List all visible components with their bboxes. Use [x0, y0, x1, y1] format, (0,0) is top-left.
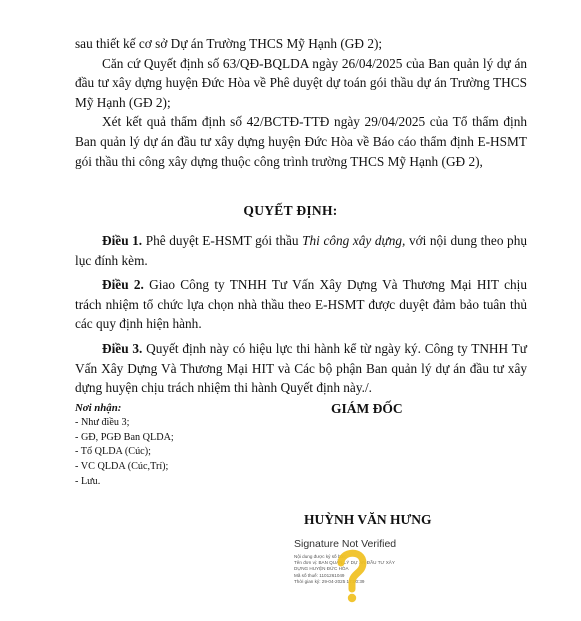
signature-line: Nội dung được ký số bởi: — [294, 554, 346, 559]
article-3 — [75, 339, 527, 398]
opening-section — [75, 34, 527, 171]
signature-line: Mã số thuế: 1101261049 — [294, 572, 345, 578]
decision-title: QUYẾT ĐỊNH: — [243, 203, 338, 218]
recipients-heading: Nơi nhận: — [75, 402, 122, 414]
recipient-item: - VC QLDA (Cúc,Trí); — [75, 461, 169, 473]
article-1-text-before: Phê duyệt E-HSMT gói thầu — [145, 233, 299, 248]
basis-decision-paragraph: Căn cứ Quyết định số 63/QĐ-BQLDA ngày 26/04/2025 của Ban quản lý dự án đầu tư xây dựng huyện Đức Hòa về Phê duyệt dự toán gói thầu dự án Trường THCS Mỹ Hạnh (GĐ 2); — [75, 55, 527, 110]
article-3-label: Điều 3. — [102, 340, 143, 356]
question-mark-icon — [332, 543, 372, 605]
recipient-item: - GĐ, PGĐ Ban QLDA; — [75, 431, 174, 443]
signature-line: DỰNG HUYỆN ĐỨC HÒA — [294, 566, 349, 572]
recipients-block — [75, 401, 174, 490]
signature-status: Signature Not Verified — [294, 538, 397, 550]
article-1-text-italic: Thi công xây dựng, — [302, 233, 406, 248]
article-1 — [75, 231, 527, 270]
article-3-text: Quyết định này có hiệu lực thi hành kể từ ngày ký. Công ty TNHH Tư Vấn Xây Dựng Và Thương Mại HIT và Các bộ phận Ban quản lý dự án đầu tư xây dựng huyện chịu trách nhiệm thi hành Quyết định này./. — [75, 340, 527, 396]
digital-signature-block[interactable] — [294, 538, 444, 612]
article-2-label: Điều 2. — [102, 277, 144, 293]
recipient-item: - Như điều 3; — [75, 416, 130, 428]
opening-line: sau thiết kế cơ sở Dự án Trường THCS Mỹ Hạnh (GĐ 2); — [75, 36, 383, 51]
article-1-label: Điều 1. — [102, 233, 143, 248]
recipient-item: - Tổ QLDA (Cúc); — [75, 446, 151, 458]
recipient-item: - Lưu. — [75, 475, 101, 487]
signature-line: Tên đơn vị: BAN QUẢN LÝ DỰ ÁN ĐẦU TƯ XÂY — [294, 560, 395, 566]
articles-section — [75, 231, 527, 398]
signature-line: Thời gian ký: 29-04-2025 17:00:39 — [294, 578, 365, 584]
basis-report-paragraph: Xét kết quả thẩm định số 42/BCTĐ-TTĐ ngày 29/04/2025 của Tổ thẩm định Ban quản lý dự án đầu tư xây dựng huyện Đức Hòa về Báo cáo thẩm định E-HSMT gói thầu thi công xây dựng thuộc công trình trường THCS Mỹ Hạnh (GĐ 2), — [75, 114, 527, 169]
article-2-text: Giao Công ty TNHH Tư Vấn Xây Dựng Và Thương Mại HIT chịu trách nhiệm tổ chức lựa chọn nhà thầu theo E-HSMT được duyệt đảm bảo tuân thủ các quy định hiện hành. — [75, 277, 527, 332]
signer-name: HUỲNH VĂN HƯNG — [304, 512, 432, 527]
signer-title: GIÁM ĐỐC — [331, 401, 403, 416]
article-2 — [75, 275, 527, 334]
article-1-text-after: với nội dung theo phụ lục đính kèm. — [75, 233, 527, 268]
